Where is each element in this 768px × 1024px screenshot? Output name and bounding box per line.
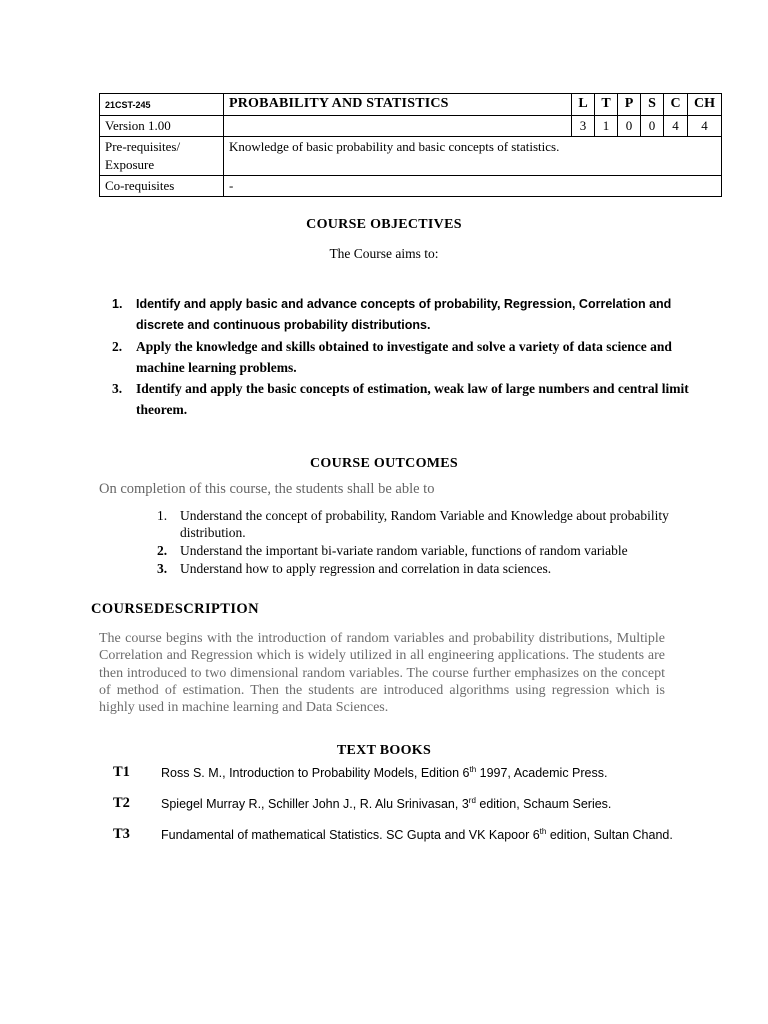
outcomes-list bbox=[155, 507, 675, 578]
ltpsc-value-ch: 4 bbox=[688, 116, 722, 137]
book-edition-suffix: rd bbox=[468, 795, 476, 805]
ltpsc-header-t: T bbox=[595, 94, 618, 116]
list-item-number: 3. bbox=[112, 381, 123, 396]
book-citation-main: Fundamental of mathematical Statistics. SC Gupta and VK Kapoor 6 bbox=[161, 828, 540, 842]
prerequisites-label bbox=[100, 137, 224, 176]
course-code: 21CST-245 bbox=[100, 94, 224, 116]
ltpsc-header-l: L bbox=[572, 94, 595, 116]
corequisites-label: Co-requisites bbox=[100, 176, 224, 197]
list-item-number: 3. bbox=[157, 561, 168, 576]
book-edition-suffix: th bbox=[539, 826, 547, 836]
objectives-intro: The Course aims to: bbox=[329, 246, 439, 261]
ltpsc-value-t: 1 bbox=[595, 116, 618, 137]
list-item-number: 1. bbox=[157, 508, 168, 523]
corequisites-value: - bbox=[224, 176, 722, 197]
book-citation bbox=[161, 794, 681, 815]
list-item-number: 1. bbox=[112, 297, 123, 311]
book-citation-main: Ross S. M., Introduction to Probability Models, Edition 6 bbox=[161, 766, 470, 780]
ltpsc-value-c: 4 bbox=[664, 116, 688, 137]
prerequisites-label-line2: Exposure bbox=[105, 157, 155, 172]
outcomes-intro: On completion of this course, the students shall be able to bbox=[99, 481, 435, 497]
book-edition-suffix: th bbox=[469, 764, 477, 774]
description-text: The course begins with the introduction of random variables and probability distributions, Multiple Correlation and Regression which is widely utilized in all engineering applications. The students are then introduced to two dimensional random variables. The course further emphasizes on the concept of method of estimation. Then the students are introduced algorithms using regression which is highly used in machine learning and Data Sciences. bbox=[99, 631, 665, 716]
course-info-table bbox=[99, 93, 722, 197]
list-item-text: Understand how to apply regression and correlation in data sciences. bbox=[180, 561, 552, 576]
list-item-text: Understand the concept of probability, Random Variable and Knowledge about probability distribution. bbox=[180, 508, 669, 540]
version-empty-cell bbox=[224, 116, 572, 137]
book-citation bbox=[161, 825, 681, 846]
ltpsc-value-s: 0 bbox=[641, 116, 664, 137]
course-title: PROBABILITY AND STATISTICS bbox=[224, 94, 572, 116]
list-item bbox=[112, 294, 692, 336]
list-item-text: Apply the knowledge and skills obtained to investigate and solve a variety of data science and machine learning problems. bbox=[136, 339, 672, 375]
book-citation-rest: edition, Sultan Chand. bbox=[546, 828, 673, 842]
ltpsc-value-l: 3 bbox=[572, 116, 595, 137]
prerequisites-label-line1: Pre-requisites/ bbox=[105, 139, 181, 154]
ltpsc-header-c: C bbox=[664, 94, 688, 116]
book-tag: T1 bbox=[113, 764, 130, 780]
list-item-number: 2. bbox=[112, 339, 123, 354]
prerequisites-value: Knowledge of basic probability and basic concepts of statistics. bbox=[224, 137, 722, 176]
ltpsc-header-ch: CH bbox=[688, 94, 722, 116]
text-books-heading: TEXT BOOKS bbox=[336, 743, 432, 758]
ltpsc-header-p: P bbox=[618, 94, 641, 116]
table-row-version bbox=[100, 116, 722, 137]
book-citation-rest: edition, Schaum Series. bbox=[475, 797, 612, 811]
list-item-text: Identify and apply the basic concepts of estimation, weak law of large numbers and central limit theorem. bbox=[136, 381, 689, 417]
table-row-title bbox=[100, 94, 722, 116]
description-heading: COURSEDESCRIPTION bbox=[91, 601, 259, 617]
list-item-text: Identify and apply basic and advance concepts of probability, Regression, Correlation and discrete and continuous probability distributions. bbox=[136, 297, 672, 332]
book-citation bbox=[161, 763, 681, 784]
book-tag: T3 bbox=[113, 826, 130, 842]
book-citation-main: Spiegel Murray R., Schiller John J., R. Alu Srinivasan, 3 bbox=[161, 797, 469, 811]
book-citation-rest: 1997, Academic Press. bbox=[476, 766, 608, 780]
book-tag: T2 bbox=[113, 795, 130, 811]
table-row-corequisites bbox=[100, 176, 722, 197]
list-item bbox=[155, 507, 675, 541]
list-item-number: 2. bbox=[157, 543, 168, 558]
outcomes-heading: COURSE OUTCOMES bbox=[309, 456, 459, 471]
objectives-heading: COURSE OBJECTIVES bbox=[306, 217, 462, 232]
list-item-text: Understand the important bi-variate random variable, functions of random variable bbox=[180, 543, 628, 558]
list-item bbox=[112, 336, 692, 378]
objectives-list bbox=[112, 294, 692, 420]
table-row-prerequisites bbox=[100, 137, 722, 176]
list-item bbox=[155, 560, 675, 577]
ltpsc-header-s: S bbox=[641, 94, 664, 116]
list-item bbox=[112, 378, 692, 420]
ltpsc-value-p: 0 bbox=[618, 116, 641, 137]
list-item bbox=[155, 542, 675, 559]
version-label: Version 1.00 bbox=[100, 116, 224, 137]
